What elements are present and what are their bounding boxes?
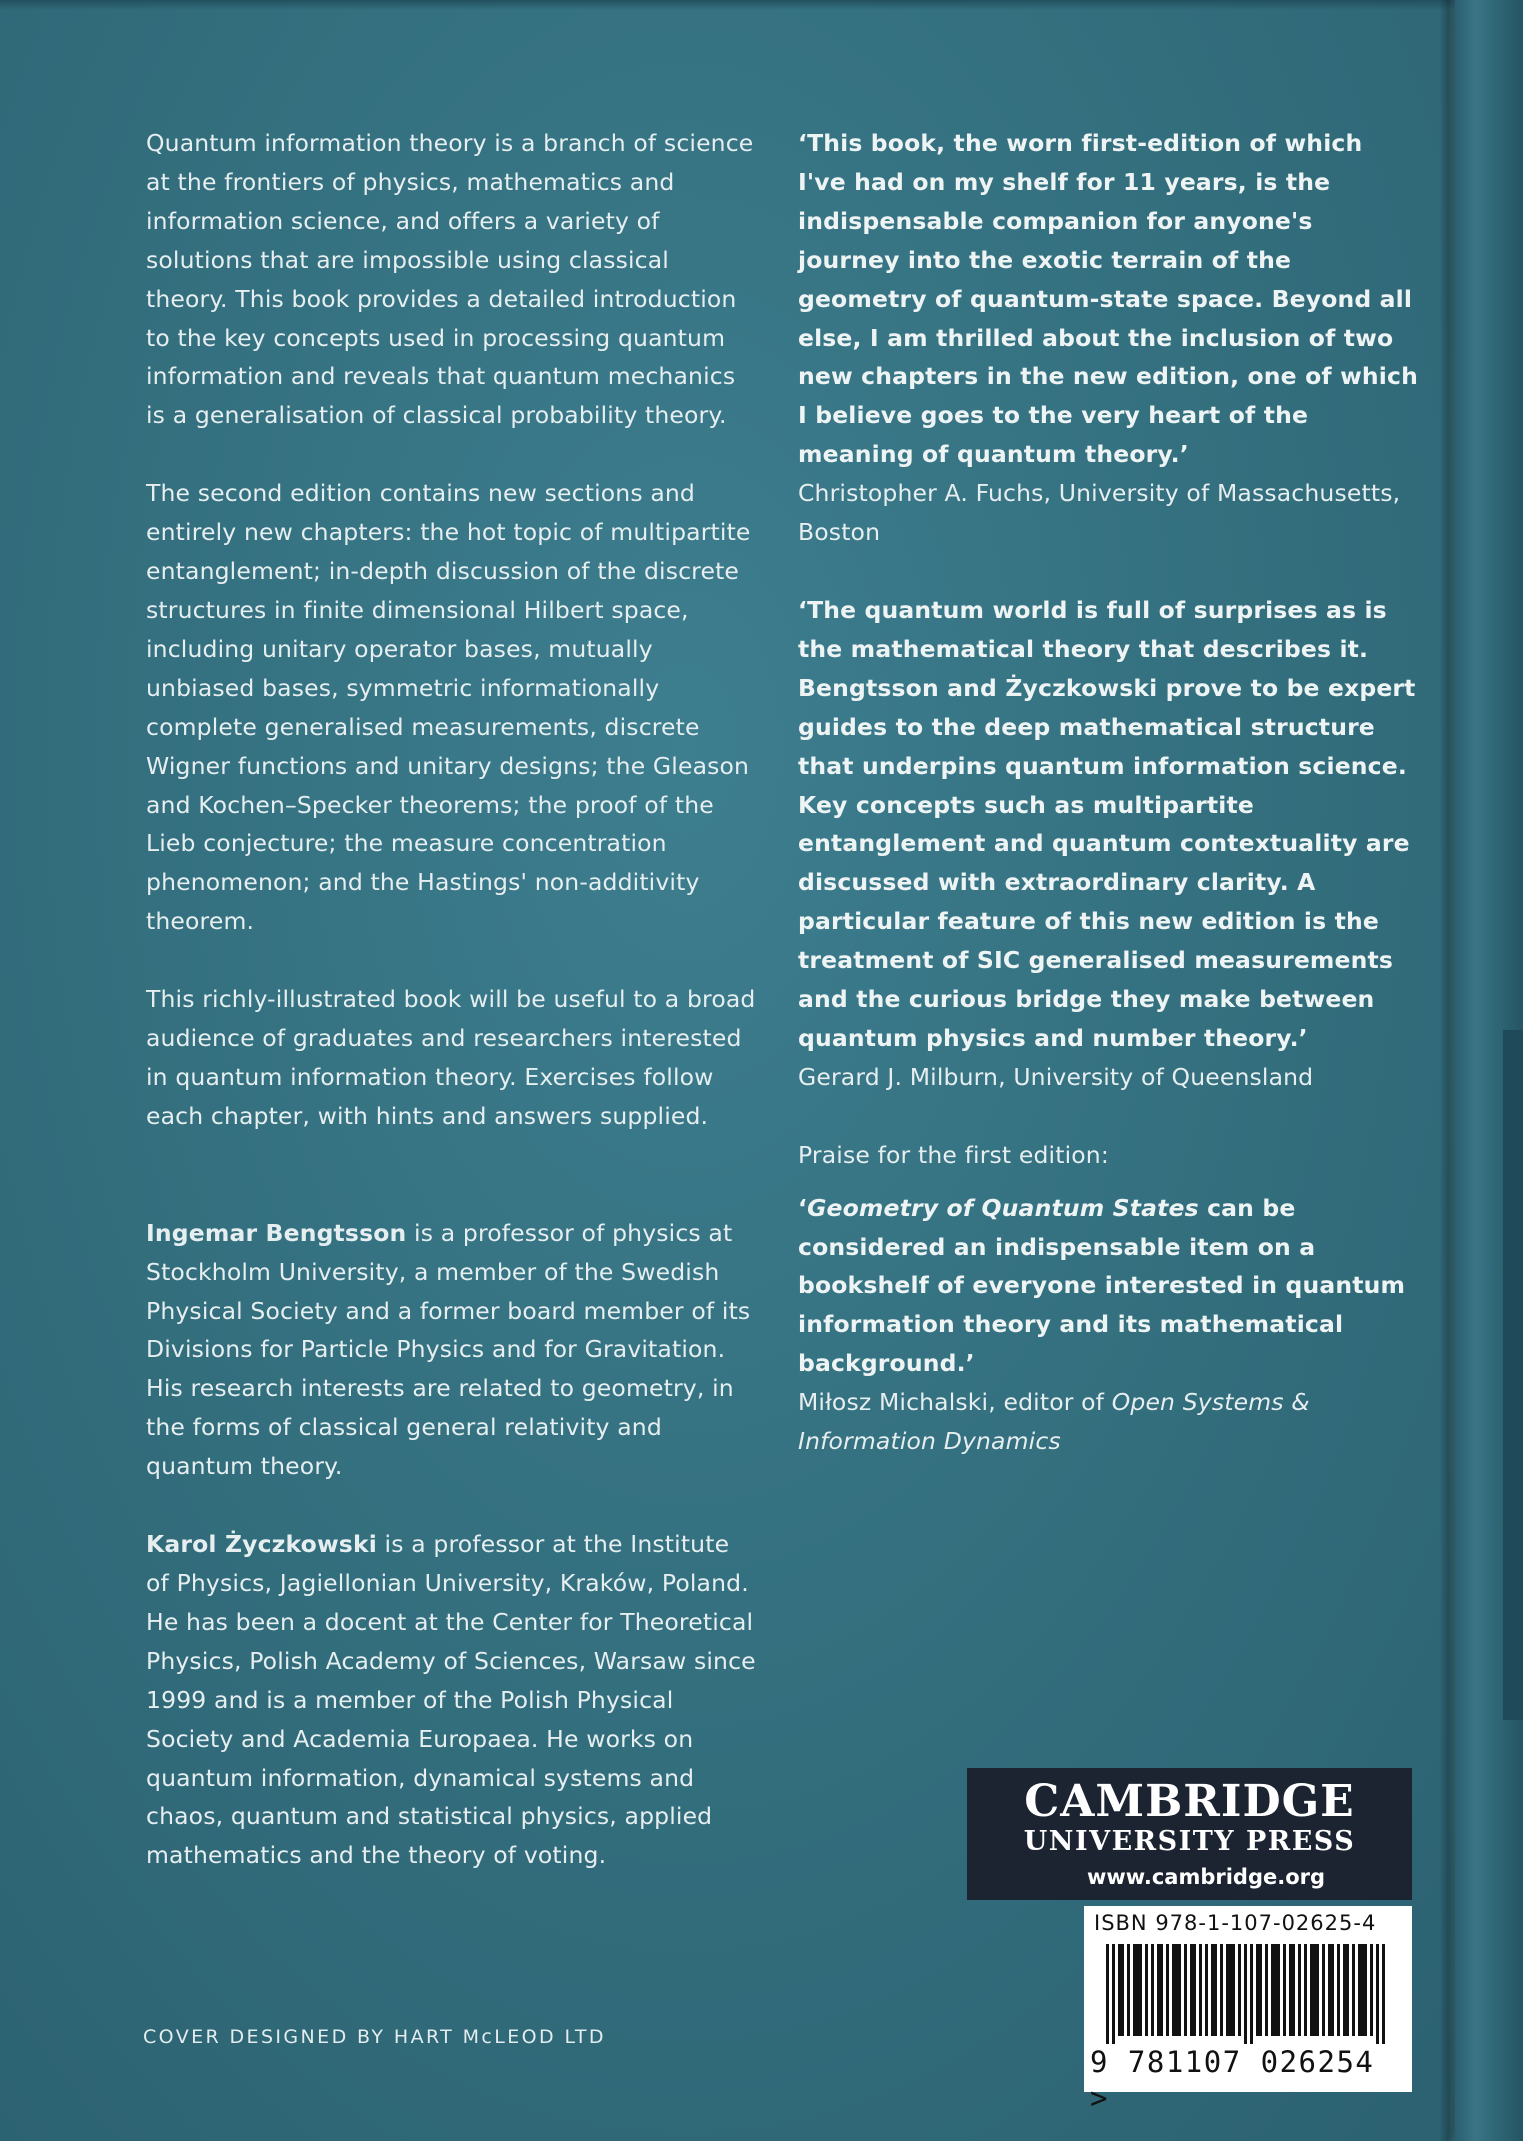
review-attribution-fuchs: Christopher A. Fuchs, University of Massachusetts, Boston — [798, 479, 1401, 547]
author-bio-text: is a professor of physics at Stockholm University, a member of the Swedish Physical Society and a former board member of its Divisions for Particle Physics and for Gravitation. His research interests are related to geometry, in the forms of classical general relativity and quantum theory. — [146, 1218, 751, 1481]
first-edition-attribution — [798, 1383, 1418, 1461]
journal-name: Open Systems & Information Dynamics — [798, 1388, 1310, 1456]
attribution-prefix: Miłosz Michalski, editor of — [798, 1388, 1112, 1417]
first-edition-heading: Praise for the first edition: — [798, 1140, 1109, 1169]
author-bio-text: is a professor at the Institute of Physics, Jagiellonian University, Kraków, Poland. He has been a docent at the Center for Theoretical Physics, Polish Academy of Sciences, Warsaw since 1999 and is a member of the Polish Physical Society and Academia Europaea. He works on quantum information, dynamical systems and chaos, quantum and statistical physics, applied mathematics and the theory of voting. — [146, 1530, 756, 1870]
review-attribution-milburn: Gerard J. Milburn, University of Queensland — [798, 1062, 1314, 1091]
barcode-digits: 9 781107 026254 > — [1090, 2045, 1375, 2115]
author-bio-zyczkowski — [146, 1525, 756, 1875]
review-quote-fuchs: ‘This book, the worn first-edition of which I've had on my shelf for 11 years, is the indispensable companion for anyone's journey into the exotic terrain of the geometry of quantum-state space. Beyond all else, I am thrilled about the inclusion of two new chapters in the new edition, one of which I believe goes to the very heart of the meaning of quantum theory.’ — [798, 129, 1418, 469]
isbn-label: ISBN 978-1-107-02625-4 — [1094, 1911, 1377, 1935]
first-edition-quote — [798, 1189, 1418, 1384]
author-name: Ingemar Bengtsson — [146, 1218, 407, 1247]
publisher-subtitle: UNIVERSITY PRESS — [1023, 1826, 1356, 1857]
barcode-icon — [1106, 1944, 1390, 2044]
spine-bar — [1503, 1030, 1523, 1720]
spine-hinge — [1441, 0, 1455, 2141]
description-paragraph-2: The second edition contains new sections and entirely new chapters: the hot topic of multipartite entanglement; in-depth discussion of the discrete structures in finite dimensional Hilbert space, including unitary operator bases, mutually unbiased bases, symmetric informationally complete generalised measurements, discrete Wigner functions and unitary designs; the Gleason and Kochen–Specker theorems; the proof of the Lieb conjecture; the measure concentration phenomenon; and the Hastings' non-additivity theorem. — [146, 479, 751, 936]
publisher-url: www.cambridge.org — [1087, 1865, 1326, 1889]
publisher-logo-block — [967, 1768, 1412, 1900]
author-name: Karol Życzkowski — [146, 1530, 377, 1559]
review-quote-milburn: ‘The quantum world is full of surprises as is the mathematical theory that describes it. Bengtsson and Życzkowski prove to be expert guides to the deep mathematical structure that underpins quantum information science. Key concepts such as multipartite entanglement and quantum contextuality are discussed with extraordinary clarity. A particular feature of this new edition is the treatment of SIC generalised measurements and the curious bridge they make between quantum physics and number theory.’ — [798, 595, 1416, 1052]
book-title-reference: Geometry of Quantum States — [807, 1193, 1199, 1222]
publisher-name: CAMBRIDGE — [1024, 1776, 1355, 1827]
quote-open-mark: ‘ — [798, 1193, 808, 1222]
isbn-barcode-block — [1084, 1906, 1412, 2115]
cover-design-credit: COVER DESIGNED BY HART McLEOD LTD — [143, 2026, 606, 2048]
description-paragraph-1: Quantum information theory is a branch of science at the frontiers of physics, mathematics and information science, and offers a variety of solutions that are impossible using classical theory. This book provides a detailed introduction to the key concepts used in processing quantum information and reveals that quantum mechanics is a generalisation of classical probability theory. — [146, 129, 754, 430]
cover-top-edge — [0, 0, 1523, 10]
quote-body: can be considered an indispensable item on a bookshelf of everyone interested in quantum information theory and its mathematical background.’ — [798, 1193, 1406, 1378]
author-bio-bengtsson — [146, 1214, 756, 1486]
right-column — [798, 124, 1418, 1461]
left-column — [146, 124, 756, 1875]
description-paragraph-3: This richly-illustrated book will be useful to a broad audience of graduates and researchers interested in quantum information theory. Exercises follow each chapter, with hints and answers supplied. — [146, 985, 756, 1130]
